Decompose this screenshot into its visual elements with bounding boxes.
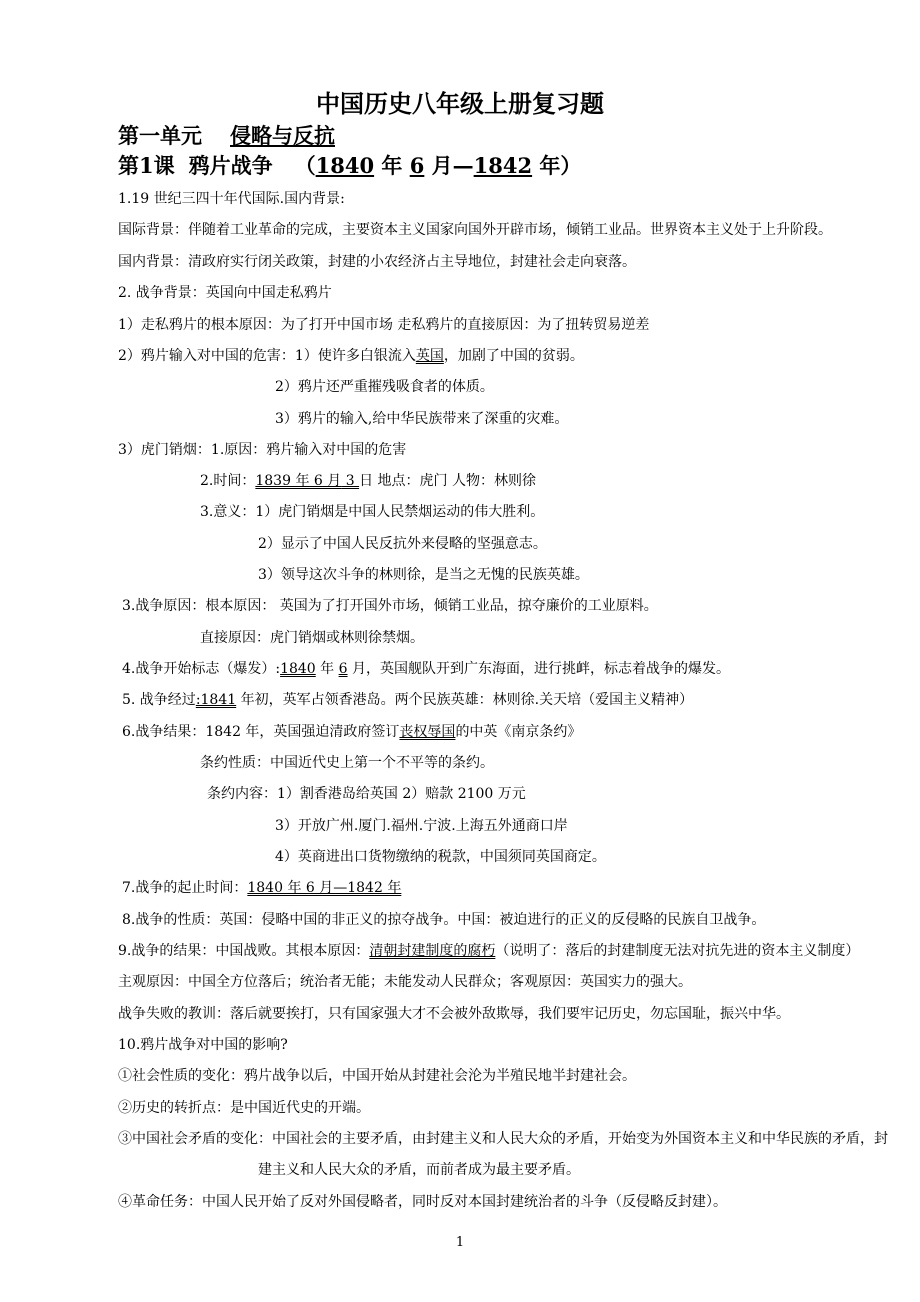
text-line (122, 878, 401, 898)
underlined-text: 清朝封建制度的腐朽 (369, 943, 496, 959)
text-line: ②历史的转折点：是中国近代史的开端。 (118, 1100, 370, 1116)
lesson-heading (118, 152, 581, 180)
text-line (118, 346, 584, 366)
page-number: 1 (455, 1235, 465, 1250)
text-line: 2）显示了中国人民反抗外来侵略的坚强意志。 (258, 536, 547, 552)
text-line (200, 471, 536, 491)
lesson-year-end: 1842 (473, 153, 533, 178)
underlined-text: 3 (341, 473, 360, 489)
text-line: 条约性质：中国近代史上第一个不平等的条约。 (200, 755, 494, 771)
text-line (122, 722, 581, 742)
lesson-month-unit: 月— (424, 153, 474, 178)
text-line: 直接原因：虎门销烟或林则徐禁烟。 (200, 630, 424, 646)
text-span: 7.战争的起止时间： (122, 880, 248, 896)
underlined-text: 6 (338, 661, 348, 677)
underlined-text: :1841 (195, 692, 237, 708)
underlined-text: 1840 (280, 661, 316, 677)
text-line: 3）鸦片的输入,给中华民族带来了深重的灾难。 (275, 411, 569, 427)
unit-label: 第一单元 (118, 123, 202, 148)
text-line: 4）英商进出口货物缴纳的税款，中国须同英国商定。 (275, 849, 606, 865)
lesson-paren-open: （ (294, 153, 316, 178)
lesson-label: 第1课 (118, 153, 175, 178)
text-line: 国际背景：伴随着工业革命的完成，主要资本主义国家向国外开辟市场，倾销工业品。世界资本主义处于上升阶段。 (118, 222, 832, 238)
text-line: 3.意义：1）虎门销烟是中国人民禁烟运动的伟大胜利。 (200, 504, 545, 520)
text-line (118, 941, 859, 961)
page-title: 中国历史八年级上册复习题 (316, 89, 604, 118)
underlined-text: 1840 年 6 月—1842 年 (247, 880, 402, 896)
text-span: 的中英《南京条约》 (455, 724, 582, 740)
text-line: 3）开放广州.厦门.福州.宁波.上海五外通商口岸 (275, 818, 568, 834)
text-span: 月，英国舰队开到广东海面，进行挑衅，标志着战争的爆发。 (347, 661, 730, 677)
lesson-paren-close: 年） (532, 153, 582, 178)
underlined-text: 1839 年 6 月 (255, 473, 342, 489)
lesson-year-start: 1840 (315, 153, 375, 178)
text-span: 5. 战争经过 (122, 692, 196, 708)
text-line: ③中国社会矛盾的变化：中国社会的主要矛盾，由封建主义和人民大众的矛盾，开始变为外国资本主义和中华民族的矛盾，封 (118, 1131, 888, 1147)
text-span: 2）鸦片输入对中国的危害：1）使许多白银流入 (118, 348, 416, 364)
text-line: ④革命任务：中国人民开始了反对外国侵略者，同时反对本国封建统治者的斗争（反侵略反封建）。 (118, 1194, 727, 1210)
lesson-name: 鸦片战争 (188, 153, 273, 178)
text-line: 建主义和人民大众的矛盾，而前者成为最主要矛盾。 (258, 1162, 580, 1178)
text-line: 战争失败的教训：落后就要挨打，只有国家强大才不会被外敌欺辱，我们要牢记历史，勿忘国耻，振兴中华。 (118, 1006, 790, 1022)
text-line: 3）领导这次斗争的林则徐，是当之无愧的民族英雄。 (258, 567, 589, 583)
text-line: 3）虎门销烟：1.原因：鸦片输入对中国的危害 (118, 442, 407, 458)
text-line (122, 659, 730, 679)
text-line: 8.战争的性质：英国：侵略中国的非正义的掠夺战争。中国：被迫进行的正义的反侵略的民族自卫战争。 (122, 912, 766, 928)
text-span: ，加剧了中国的贫弱。 (443, 348, 584, 364)
text-line (122, 690, 693, 710)
lesson-year-unit: 年 (374, 153, 410, 178)
text-line: 主观原因：中国全方位落后；统治者无能；未能发动人民群众；客观原因：英国实力的强大。 (118, 974, 692, 990)
lesson-month: 6 (409, 153, 425, 178)
text-line: 国内背景：清政府实行闭关政策，封建的小农经济占主导地位，封建社会走向衰落。 (118, 254, 636, 270)
text-span: 年初，英军占领香港岛。两个民族英雄：林则徐.关天培（爱国主义精神） (236, 692, 694, 708)
text-line: 1.19 世纪三四十年代国际.国内背景: (118, 191, 345, 207)
text-line: 条约内容：1）割香港岛给英国 2）赔款 2100 万元 (207, 786, 526, 802)
text-span: 4.战争开始标志（爆发）: (122, 661, 281, 677)
text-line: 2）鸦片还严重摧残吸食者的体质。 (275, 379, 494, 395)
text-line: 1）走私鸦片的根本原因：为了打开中国市场 走私鸦片的直接原因：为了扭转贸易逆差 (118, 317, 650, 333)
text-span: 2.时间： (200, 473, 256, 489)
unit-heading (118, 122, 335, 150)
text-line: 10.鸦片战争对中国的影响? (118, 1037, 288, 1053)
text-span: 9.战争的结果：中国战败。其根本原因： (118, 943, 370, 959)
text-span: 6.战争结果：1842 年，英国强迫清政府签订 (122, 724, 400, 740)
underlined-text: 英国 (415, 348, 444, 364)
text-line: 3.战争原因：根本原因： 英国为了打开国外市场，倾销工业品，掠夺廉价的工业原料。 (122, 598, 658, 614)
unit-name: 侵略与反抗 (230, 123, 335, 148)
text-line: 2. 战争背景：英国向中国走私鸦片 (118, 285, 332, 301)
text-span: 年 (315, 661, 339, 677)
text-span: （说明了：落后的封建制度无法对抗先进的资本主义制度） (495, 943, 860, 959)
text-line: ①社会性质的变化：鸦片战争以后，中国开始从封建社会沦为半殖民地半封建社会。 (118, 1068, 636, 1084)
text-span: 日 地点：虎门 人物：林则徐 (359, 473, 536, 489)
underlined-text: 丧权辱国 (399, 724, 456, 740)
